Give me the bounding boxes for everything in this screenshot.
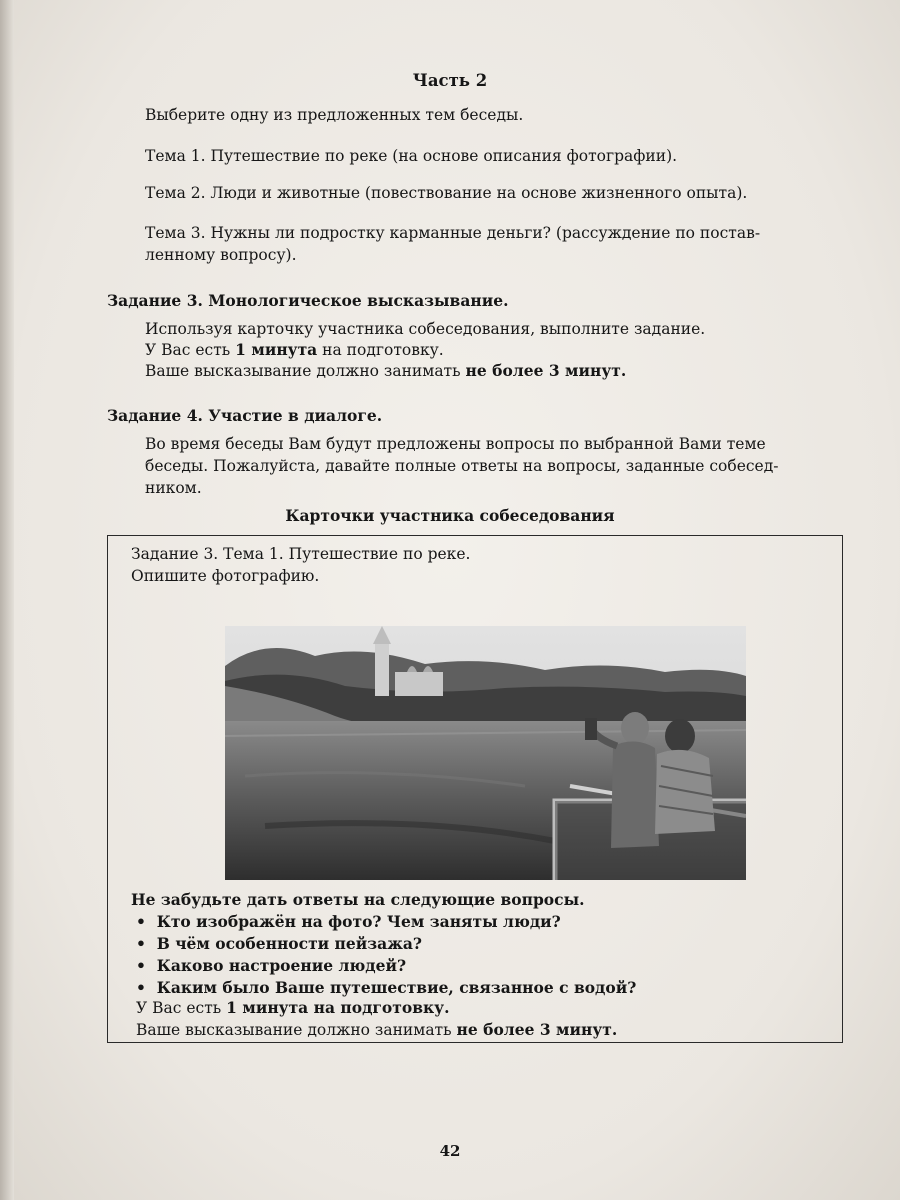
intro-text: Выберите одну из предложенных тем беседы.	[145, 106, 524, 124]
question-item: • Каково настроение людей?	[136, 956, 407, 975]
task4-line3: ником.	[145, 479, 202, 497]
task3-line3: Ваше высказывание должно занимать не более 3 минут.	[145, 361, 627, 380]
card-duration-bold: не более 3 минут.	[456, 1020, 618, 1039]
cards-title: Карточки участника собеседования	[285, 506, 615, 525]
task3-line1: Используя карточку участника собеседования, выполните задание.	[145, 320, 706, 338]
question-item: • В чём особенности пейзажа?	[136, 934, 422, 953]
question-item: • Каким было Ваше путешествие, связанное с водой?	[136, 978, 637, 997]
theme-3-line2: ленному вопросу).	[145, 246, 297, 264]
card-title-line2: Опишите фотографию.	[131, 567, 320, 585]
task4-line1: Во время беседы Вам будут предложены вопросы по выбранной Вами теме	[145, 435, 766, 453]
task3-line2: У Вас есть 1 минута на подготовку.	[145, 340, 444, 359]
task4-line2: беседы. Пожалуйста, давайте полные ответы на вопросы, заданные собесед-	[145, 457, 779, 475]
page-number: 42	[439, 1142, 461, 1160]
river-trip-photo	[225, 626, 746, 880]
task3-title: Задание 3. Монологическое высказывание.	[107, 291, 509, 310]
card-title-line1: Задание 3. Тема 1. Путешествие по реке.	[131, 545, 471, 563]
theme-2: Тема 2. Люди и животные (повествование на основе жизненного опыта).	[145, 184, 748, 202]
theme-1: Тема 1. Путешествие по реке (на основе описания фотографии).	[145, 147, 678, 165]
questions-intro: Не забудьте дать ответы на следующие вопросы.	[131, 890, 585, 909]
theme-3-line1: Тема 3. Нужны ли подростку карманные деньги? (рассуждение по постав-	[145, 224, 761, 242]
part-title: Часть 2	[412, 71, 488, 90]
question-item: • Кто изображён на фото? Чем заняты люди?	[136, 912, 561, 931]
river-trip-illustration	[225, 626, 746, 880]
task4-title: Задание 4. Участие в диалоге.	[107, 406, 383, 425]
card-duration-line	[136, 1019, 617, 1041]
card-prep-line: У Вас есть 1 минута на подготовку.	[136, 998, 450, 1017]
card-duration-prefix: Ваше высказывание должно занимать	[136, 1021, 457, 1039]
page-edge-shadow	[0, 0, 14, 1200]
